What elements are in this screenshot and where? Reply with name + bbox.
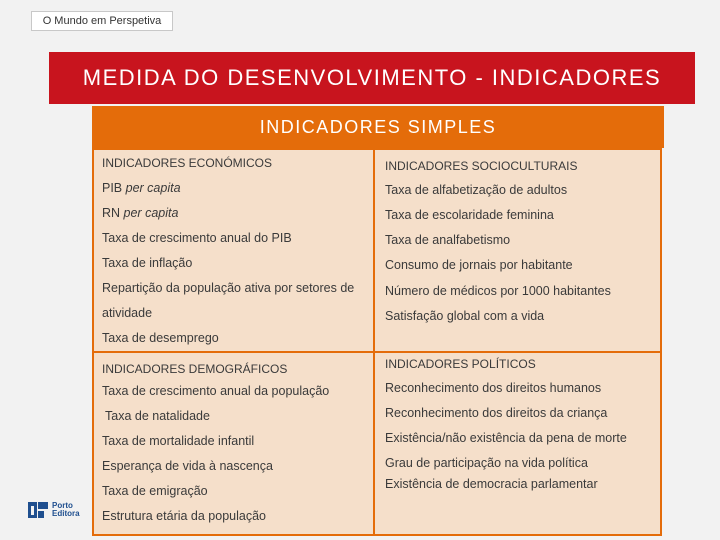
list-item: Existência/não existência da pena de morte <box>385 431 627 445</box>
list-item: Reconhecimento dos direitos humanos <box>385 381 602 395</box>
list-item: Satisfação global com a vida <box>385 309 545 323</box>
list-item: Taxa de escolaridade feminina <box>385 208 554 222</box>
porto-editora-logo-icon <box>28 500 50 520</box>
header-demograficos: INDICADORES DEMOGRÁFICOS <box>102 362 288 376</box>
indicators-table <box>92 148 662 536</box>
list-item: Repartição da população ativa por setores de <box>102 281 355 295</box>
list-item: Taxa de crescimento anual do PIB <box>102 231 292 245</box>
cell-economicos <box>94 150 373 351</box>
header-socioculturais: INDICADORES SOCIOCULTURAIS <box>385 159 578 173</box>
list-item: Taxa de desemprego <box>102 331 219 345</box>
list-item: Taxa de crescimento anual da população <box>102 384 330 398</box>
cell-demograficos <box>94 353 373 534</box>
header-politicos: INDICADORES POLÍTICOS <box>385 357 536 371</box>
page-title: MEDIDA DO DESENVOLVIMENTO - INDICADORES <box>49 52 695 104</box>
source-tag: O Mundo em Perspetiva <box>31 11 173 31</box>
list-item: Taxa de mortalidade infantil <box>102 434 255 448</box>
list-item: Número de médicos por 1000 habitantes <box>385 284 611 298</box>
list-item: atividade <box>102 306 153 320</box>
list-item: Taxa de inflação <box>102 256 193 270</box>
list-item: Taxa de natalidade <box>105 409 210 423</box>
cell-politicos <box>375 353 660 534</box>
list-item: Esperança de vida à nascença <box>102 459 273 473</box>
logo-text: Porto Editora <box>52 501 80 518</box>
cell-socioculturais <box>375 150 660 351</box>
list-item: Taxa de emigração <box>102 484 208 498</box>
publisher-logo <box>28 500 90 520</box>
list-item: Reconhecimento dos direitos da criança <box>385 406 608 420</box>
list-item: Taxa de analfabetismo <box>385 233 511 247</box>
list-item: Grau de participação na vida política <box>385 456 588 470</box>
header-economicos: INDICADORES ECONÓMICOS <box>102 156 273 170</box>
list-item: Existência de democracia parlamentar <box>385 477 598 491</box>
table-subtitle: INDICADORES SIMPLES <box>92 106 664 148</box>
item-pib: PIB per capita <box>102 181 181 195</box>
list-item: Consumo de jornais por habitante <box>385 258 573 272</box>
item-rn: RN per capita <box>102 206 179 220</box>
list-item: Estrutura etária da população <box>102 509 266 523</box>
list-item: Taxa de alfabetização de adultos <box>385 183 568 197</box>
